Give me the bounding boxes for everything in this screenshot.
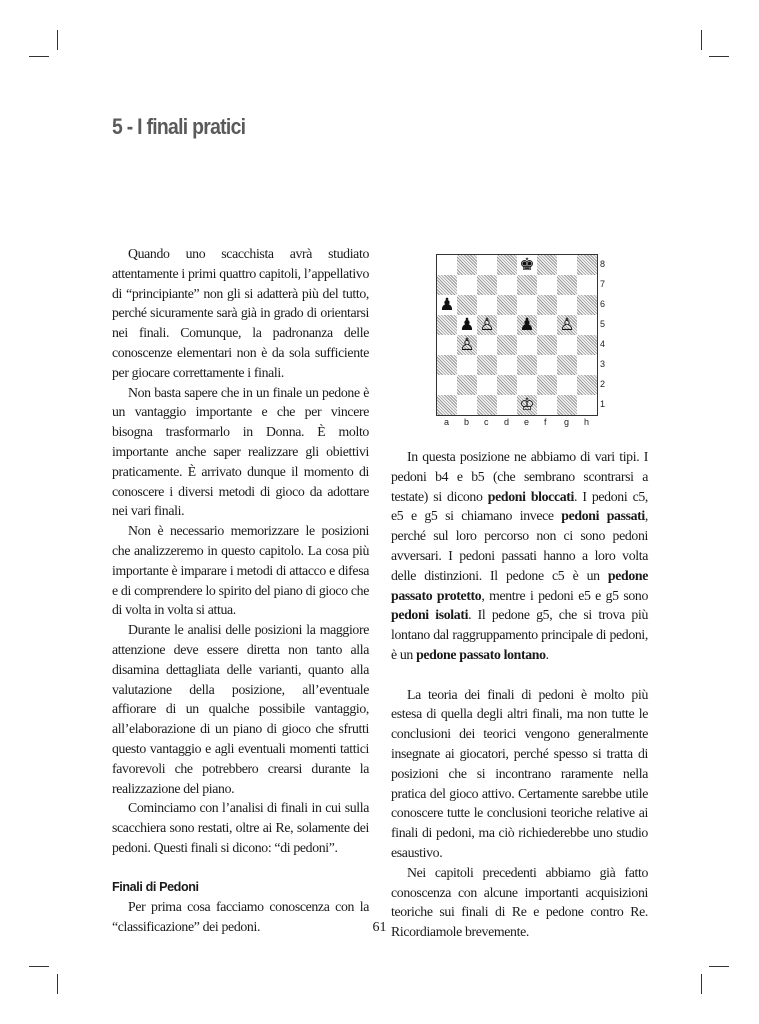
paragraph: Cominciamo con l’analisi di finali in cui sulla scacchiera sono restati, oltre ai Re, solamente dei pedoni. Questi finali si dicono: “di pedoni”. [112,800,369,855]
square-h3 [577,355,597,375]
square-c8 [477,255,497,275]
paragraph: Durante le analisi delle posizioni la maggiore attenzione deve essere diretta non tanto alla disamina dettagliata delle varianti, quanto alla valutazione della posizione, all’eventuale affiorare di un qualche possibile vantaggio, all’elaborazione di un piano di gioco che sfrutti questo vantaggio e agli eventuali momenti tattici favorevoli che potrebbero crearsi durante la realizzazione del piano. [112,622,369,796]
square-a2 [437,375,457,395]
square-c6 [477,295,497,315]
square-e4 [517,335,537,355]
square-c5 [477,315,497,335]
text-run: . [545,646,549,662]
square-a8 [437,255,457,275]
square-b1 [457,395,477,415]
page-number: 61 [372,920,387,935]
crop-mark [709,56,729,57]
square-g2 [557,375,577,395]
square-h6 [577,295,597,315]
text-run: In questa posizione ne abbiamo di vari tipi. I pedoni b4 e b5 (che sembrano scontrarsi a testate) si dicono [391,449,648,504]
square-d3 [497,355,517,375]
square-e8 [517,255,537,275]
square-b7 [457,275,477,295]
rank-label: 5 [600,319,606,329]
white-pawn-icon: ♙ [459,335,475,355]
section-heading: Finali di Pedoni [112,879,199,894]
black-pawn-icon: ♟ [459,315,475,335]
square-e3 [517,355,537,375]
term-passed-pawns: pedoni passati [561,508,645,524]
crop-mark [701,30,702,50]
file-label: e [524,417,530,427]
square-h5 [577,315,597,335]
rank-label: 4 [600,339,606,349]
square-c3 [477,355,497,375]
file-label: h [584,417,590,427]
file-label: a [444,417,450,427]
black-pawn-icon: ♟ [519,315,535,335]
square-d5 [497,315,517,335]
right-column [391,447,648,942]
text-run: , perché sul loro percorso non ci sono pedoni avversari. I pedoni passati hanno a loro volta delle distinzioni. Il pedone c5 è un [391,508,648,583]
square-f7 [537,275,557,295]
paragraph: Non è necessario memorizzare le posizioni che analizzeremo in questo capitolo. La cosa più importante è imparare i metodi di attacco e difesa e di comprendere lo spirito del piano di gioco che di volta in volta si attua. [112,523,369,618]
paragraph [391,447,648,665]
file-label: b [464,417,470,427]
square-a1 [437,395,457,415]
square-b6 [457,295,477,315]
square-e2 [517,375,537,395]
black-king-icon: ♚ [519,255,535,275]
crop-mark [57,974,58,994]
paragraph: La teoria dei finali di pedoni è molto più estesa di quella degli altri finali, ma non tutte le conclusioni dei teorici vengono generalmente insegnate ai giocatori, perché spesso si tratta di posizioni che si incontrano raramente nella pratica del gioco attivo. Certamente sarebbe utile conoscere tutte le conclusioni teoriche relative ai finali di pedoni, ma ciò richiederebbe uno studio esaustivo. [391,686,648,860]
chapter-title: 5 - I finali pratici [112,114,246,139]
square-a4 [437,335,457,355]
file-label: f [544,417,547,427]
square-g4 [557,335,577,355]
square-g5 [557,315,577,335]
white-king-icon: ♔ [519,395,535,415]
square-f6 [537,295,557,315]
paragraph: Quando uno scacchista avrà studiato attentamente i primi quattro capitoli, l’appellativo di “principiante” non gli si adatterà più del tutto, perché sicuramente sarà già in grado di orientarsi nei finali. Comunque, la padronanza delle conoscenze elementari non è da sola sufficiente per giocare correttamente i finali. [112,246,369,380]
square-h7 [577,275,597,295]
square-d2 [497,375,517,395]
rank-label: 1 [600,399,606,409]
rank-label: 7 [600,279,606,289]
paragraph: Nei capitoli precedenti abbiamo già fatto conoscenza con alcune importanti acquisizioni teoriche sui finali di Re e pedone contro Re. Ricordiamole brevemente. [391,864,648,940]
square-g7 [557,275,577,295]
square-d4 [497,335,517,355]
square-a7 [437,275,457,295]
square-a6 [437,295,457,315]
square-f4 [537,335,557,355]
left-column [112,244,369,937]
chess-diagram [436,254,598,416]
term-protected-passed-pawn: pedone passato protetto [391,567,648,603]
square-h1 [577,395,597,415]
crop-mark [57,30,58,50]
square-b5 [457,315,477,335]
square-b4 [457,335,477,355]
square-h4 [577,335,597,355]
square-c1 [477,395,497,415]
square-d6 [497,295,517,315]
square-h8 [577,255,597,275]
square-a5 [437,315,457,335]
square-h2 [577,375,597,395]
square-e6 [517,295,537,315]
square-g8 [557,255,577,275]
square-b2 [457,375,477,395]
square-d8 [497,255,517,275]
square-c4 [477,335,497,355]
file-label: g [564,417,570,427]
term-blocked-pawns: pedoni bloccati [487,488,574,504]
file-label: d [504,417,510,427]
square-e1 [517,395,537,415]
rank-label: 8 [600,259,606,269]
text-run: , mentre i pedoni e5 e g5 sono [481,587,648,603]
square-a3 [437,355,457,375]
square-f2 [537,375,557,395]
crop-mark [29,966,49,967]
square-d1 [497,395,517,415]
square-b8 [457,255,477,275]
square-g6 [557,295,577,315]
paragraph: Non basta sapere che in un finale un pedone è un vantaggio importante e che per vincere bisogna trasformarlo in Donna. È molto importante anche saper realizzare gli obiettivi praticamente. È arrivato dunque il momento di conoscere i diversi metodi di gioco da adottare nei vari finali. [112,384,369,519]
paragraph: Per prima cosa facciamo conoscenza con la “classificazione” dei pedoni. [112,899,369,935]
square-g1 [557,395,577,415]
file-label: c [484,417,489,427]
black-pawn-icon: ♟ [439,295,455,315]
white-pawn-icon: ♙ [559,315,575,335]
square-e5 [517,315,537,335]
square-f5 [537,315,557,335]
square-b3 [457,355,477,375]
text-run: . I pedoni c5, e5 e g5 si chiamano invece [391,488,648,524]
square-f3 [537,355,557,375]
square-f8 [537,255,557,275]
white-pawn-icon: ♙ [479,315,495,335]
square-e7 [517,275,537,295]
text-run: . Il pedone g5, che si trova più lontano dal raggruppamento principale di pedoni, è un [391,607,648,662]
square-d7 [497,275,517,295]
rank-label: 6 [600,299,606,309]
square-c7 [477,275,497,295]
square-c2 [477,375,497,395]
crop-mark [701,974,702,994]
crop-mark [29,56,49,57]
square-f1 [537,395,557,415]
rank-label: 3 [600,359,606,369]
square-g3 [557,355,577,375]
term-isolated-pawns: pedoni isolati [391,607,469,623]
rank-label: 2 [600,379,606,389]
term-outside-passed-pawn: pedone passato lontano [416,646,546,662]
crop-mark [709,966,729,967]
